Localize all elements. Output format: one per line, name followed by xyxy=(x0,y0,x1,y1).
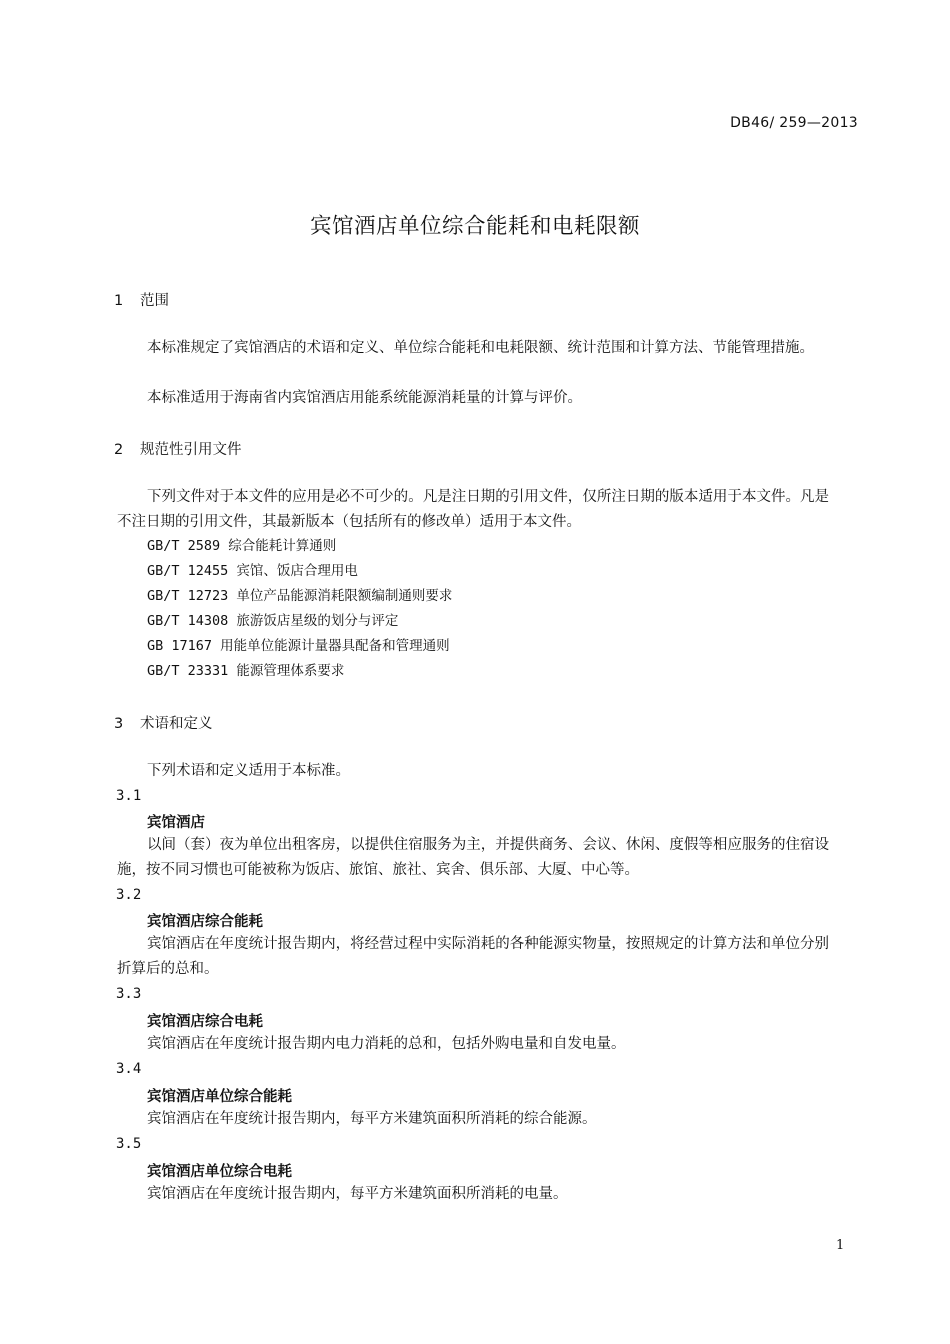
section-title: 规范性引用文件 xyxy=(140,442,242,458)
term-number: 3.1 xyxy=(116,788,142,804)
term-definition: 宾馆酒店在年度统计报告期内电力消耗的总和，包括外购电量和自发电量。 xyxy=(147,1036,626,1052)
term-name: 宾馆酒店综合能耗 xyxy=(147,914,263,930)
section-number: 3 xyxy=(114,716,124,732)
page-number: 1 xyxy=(836,1238,845,1253)
section-2-paragraph-1: 下列文件对于本文件的应用是必不可少的。凡是注日期的引用文件，仅所注日期的版本适用于本文件。凡是不注日期的引用文件，其最新版本（包括所有的修改单）适用于本文件。 xyxy=(117,489,829,530)
section-1-heading xyxy=(114,289,169,310)
reference-item: GB/T 12723 单位产品能源消耗限额编制通则要求 xyxy=(147,588,453,604)
reference-item: GB/T 12455 宾馆、饭店合理用电 xyxy=(147,563,358,579)
term-number: 3.4 xyxy=(116,1061,142,1077)
reference-item: GB/T 23331 能源管理体系要求 xyxy=(147,663,345,679)
section-2-heading xyxy=(114,438,242,459)
term-definition: 宾馆酒店在年度统计报告期内，每平方米建筑面积所消耗的综合能源。 xyxy=(147,1111,597,1127)
section-title: 范围 xyxy=(140,293,169,309)
term-name: 宾馆酒店综合电耗 xyxy=(147,1014,263,1030)
term-number: 3.3 xyxy=(116,986,142,1002)
term-definition: 宾馆酒店在年度统计报告期内，每平方米建筑面积所消耗的电量。 xyxy=(147,1186,568,1202)
section-number: 1 xyxy=(114,293,124,309)
term-name: 宾馆酒店单位综合电耗 xyxy=(147,1164,292,1180)
section-3-intro: 下列术语和定义适用于本标准。 xyxy=(147,763,350,779)
section-number: 2 xyxy=(114,442,124,458)
document-title: 宾馆酒店单位综合能耗和电耗限额 xyxy=(309,214,640,239)
term-definition: 宾馆酒店在年度统计报告期内，将经营过程中实际消耗的各种能源实物量，按照规定的计算方法和单位分别折算后的总和。 xyxy=(117,936,829,977)
term-number: 3.5 xyxy=(116,1136,142,1152)
term-definition: 以间（套）夜为单位出租客房，以提供住宿服务为主，并提供商务、会议、休闲、度假等相应服务的住宿设施，按不同习惯也可能被称为饭店、旅馆、旅社、宾舍、俱乐部、大厦、中心等。 xyxy=(117,837,829,878)
section-3-heading xyxy=(114,712,213,733)
reference-item: GB/T 14308 旅游饭店星级的划分与评定 xyxy=(147,613,399,629)
section-1-paragraph-1: 本标准规定了宾馆酒店的术语和定义、单位综合能耗和电耗限额、统计范围和计算方法、节能管理措施。 xyxy=(147,340,814,356)
reference-item: GB 17167 用能单位能源计量器具配备和管理通则 xyxy=(147,638,450,654)
term-number: 3.2 xyxy=(116,887,142,903)
term-name: 宾馆酒店 xyxy=(147,815,205,831)
standard-code: DB46/ 259—2013 xyxy=(730,115,858,131)
term-name: 宾馆酒店单位综合能耗 xyxy=(147,1089,292,1105)
reference-item: GB/T 2589 综合能耗计算通则 xyxy=(147,538,337,554)
section-title: 术语和定义 xyxy=(140,716,213,732)
section-1-paragraph-2: 本标准适用于海南省内宾馆酒店用能系统能源消耗量的计算与评价。 xyxy=(147,390,582,406)
